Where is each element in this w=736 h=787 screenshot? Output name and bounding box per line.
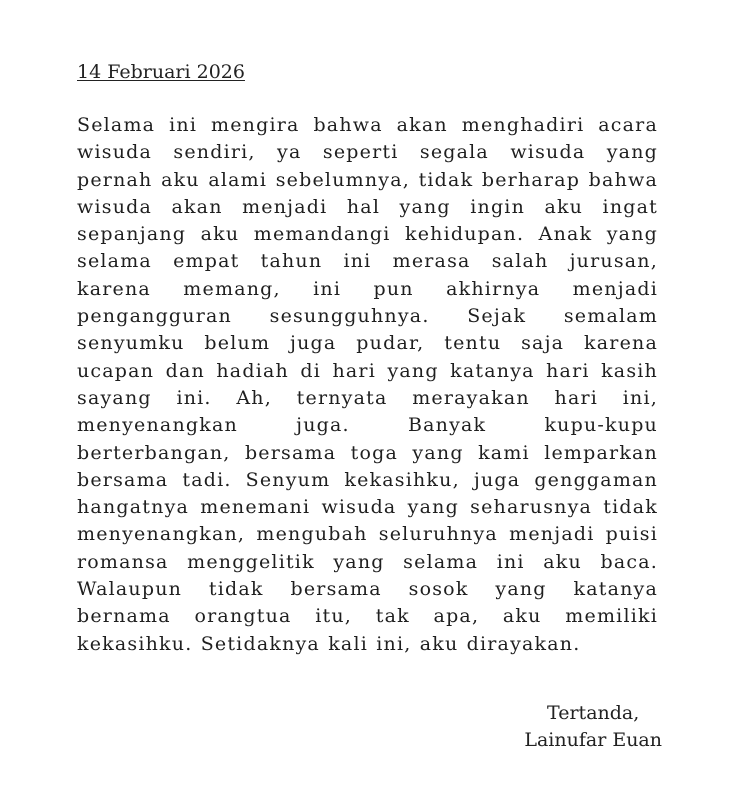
letter-closing-block: [524, 700, 662, 754]
letter-date: 14 Februari 2026: [77, 61, 245, 83]
signature-name: Lainufar Euan: [524, 729, 662, 751]
letter-body: Selama ini mengira bahwa akan menghadiri acara wisuda sendiri, ya seperti segala wisuda yang pernah aku alami sebelumnya, tidak berharap bahwa wisuda akan menjadi hal yang ingin aku ingat sepanjang aku memandangi kehidupan. Anak yang selama empat tahun ini merasa salah jurusan, karena memang, ini pun akhirnya menjadi pengangguran sesungguhnya. Sejak semalam senyumku belum juga pudar, tentu saja karena ucapan dan hadiah di hari yang katanya hari kasih sayang ini. Ah, ternyata merayakan hari ini, menyenangkan juga. Banyak kupu-kupu berterbangan, bersama toga yang kami lemparkan bersama tadi. Senyum kekasihku, juga genggaman hangatnya menemani wisuda yang seharusnya tidak menyenangkan, mengubah seluruhnya menjadi puisi romansa menggelitik yang selama ini aku baca. Walaupun tidak bersama sosok yang katanya bernama orangtua itu, tak apa, aku memiliki kekasihku. Setidaknya kali ini, aku dirayakan.: [77, 114, 658, 655]
closing-phrase: Tertanda,: [547, 702, 640, 724]
